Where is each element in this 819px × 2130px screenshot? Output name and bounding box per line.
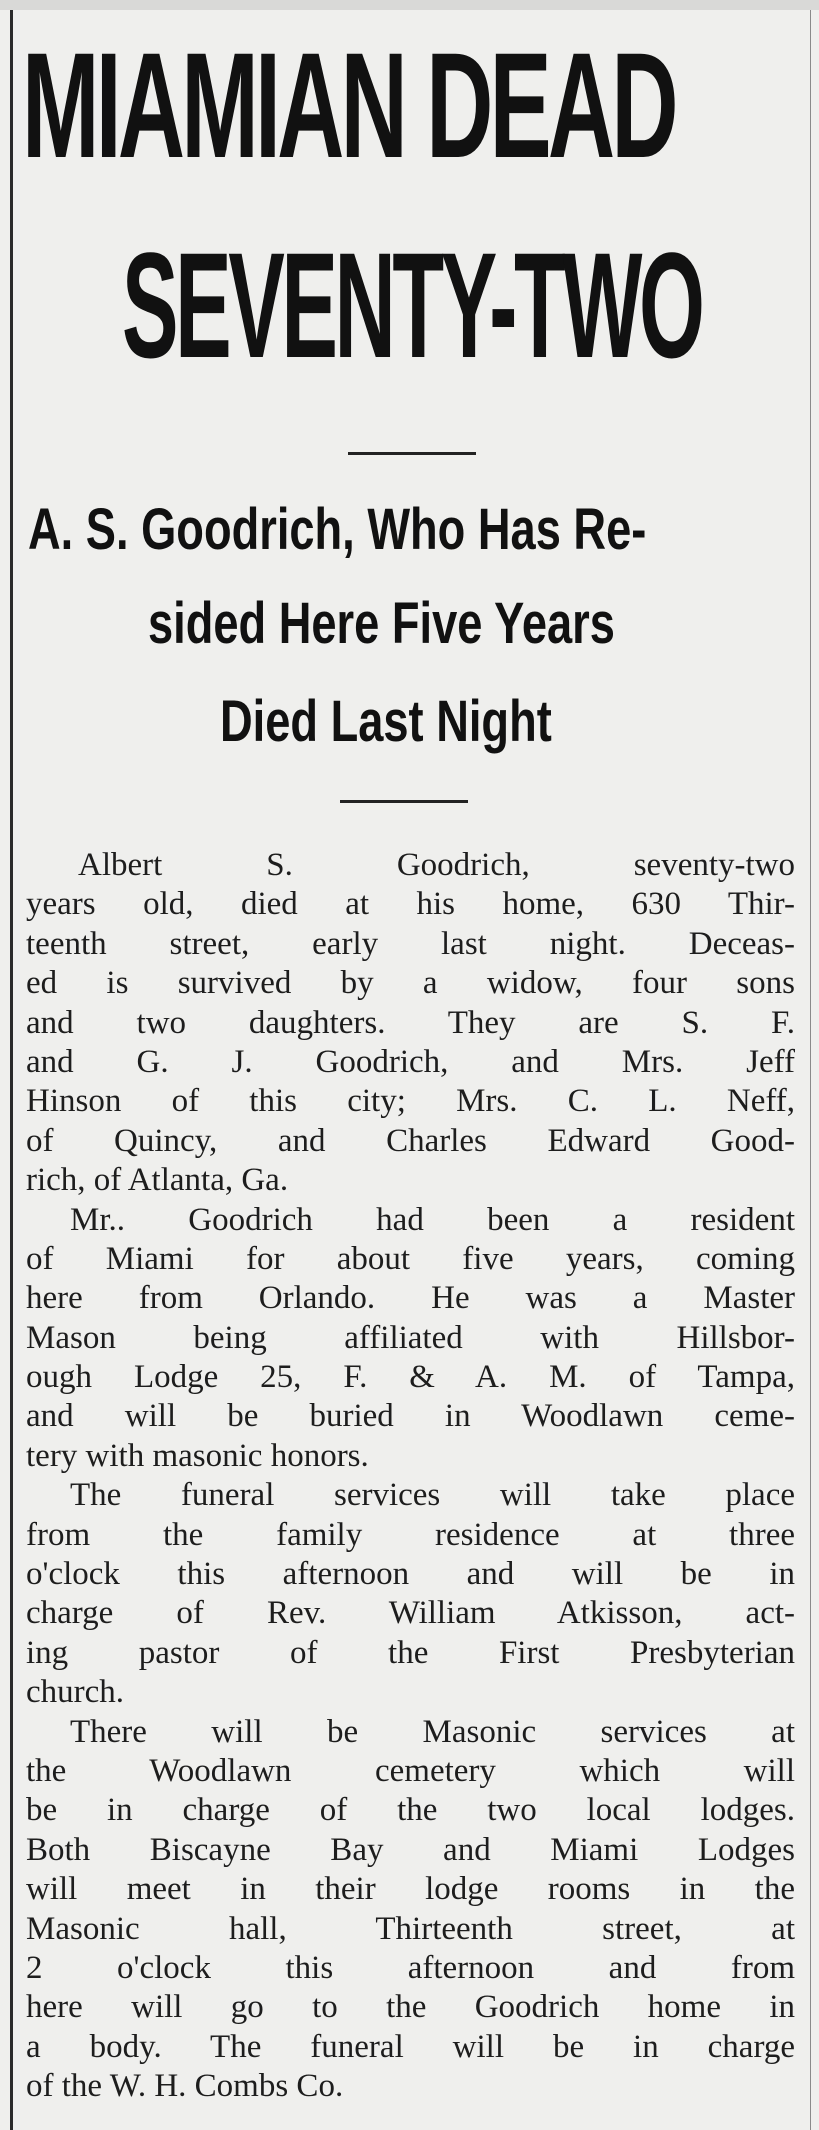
left-column-rule xyxy=(10,10,13,2130)
body-line: the Woodlawn cemetery which will xyxy=(26,1752,795,1789)
body-line: ing pastor of the First Presbyterian xyxy=(26,1634,795,1671)
body-line: from the family residence at three xyxy=(26,1516,795,1553)
body-line: Both Biscayne Bay and Miami Lodges xyxy=(26,1831,795,1868)
body-line: of Miami for about five years, coming xyxy=(26,1240,795,1277)
body-line: Masonic hall, Thirteenth street, at xyxy=(26,1910,795,1947)
body-line: The funeral services will take place xyxy=(70,1477,795,1514)
body-line: Hinson of this city; Mrs. C. L. Neff, xyxy=(26,1083,795,1120)
body-line: ed is survived by a widow, four sons xyxy=(26,965,795,1002)
body-line: of Quincy, and Charles Edward Good- xyxy=(26,1122,795,1159)
body-line: o'clock this afternoon and will be in xyxy=(26,1556,795,1593)
headline-divider xyxy=(348,452,476,455)
body-line: and G. J. Goodrich, and Mrs. Jeff xyxy=(26,1043,795,1080)
body-line: Mr.. Goodrich had been a resident xyxy=(70,1201,795,1238)
headline-line-2: SEVENTY-TWO xyxy=(122,221,702,389)
body-line: a body. The funeral will be in charge xyxy=(26,2028,795,2065)
body-line: and two daughters. They are S. F. xyxy=(26,1004,795,1041)
body-line: Mason being affiliated with Hillsbor- xyxy=(26,1319,795,1356)
subheadline-line-2: sided Here Five Years xyxy=(148,591,615,656)
subheadline-line-3: Died Last Night xyxy=(220,689,552,754)
body-line: church. xyxy=(26,1674,125,1711)
headline-line-1: MIAMIAN DEAD xyxy=(22,21,675,189)
body-line: Albert S. Goodrich, seventy-two xyxy=(78,847,795,883)
body-line: tery with masonic honors. xyxy=(26,1437,369,1474)
top-border xyxy=(0,0,819,10)
body-line: years old, died at his home, 630 Thir- xyxy=(26,886,795,923)
body-line: and will be buried in Woodlawn ceme- xyxy=(26,1398,795,1435)
right-column-rule xyxy=(810,10,811,2130)
body-line: will meet in their lodge rooms in the xyxy=(26,1871,795,1908)
subheadline-line-1: A. S. Goodrich, Who Has Re- xyxy=(28,497,647,562)
body-line: here will go to the Goodrich home in xyxy=(26,1989,795,2026)
article-body xyxy=(26,846,795,2107)
body-line: ough Lodge 25, F. & A. M. of Tampa, xyxy=(26,1359,795,1396)
body-line: teenth street, early last night. Deceas- xyxy=(26,925,795,962)
body-line: of the W. H. Combs Co. xyxy=(26,2068,344,2105)
subheadline-divider xyxy=(340,800,468,803)
body-line: There will be Masonic services at xyxy=(70,1713,795,1750)
body-line: rich, of Atlanta, Ga. xyxy=(26,1162,289,1199)
body-line: charge of Rev. William Atkisson, act- xyxy=(26,1595,795,1632)
body-line: be in charge of the two local lodges. xyxy=(26,1792,795,1829)
body-line: 2 o'clock this afternoon and from xyxy=(26,1949,795,1986)
body-line: here from Orlando. He was a Master xyxy=(26,1280,795,1317)
